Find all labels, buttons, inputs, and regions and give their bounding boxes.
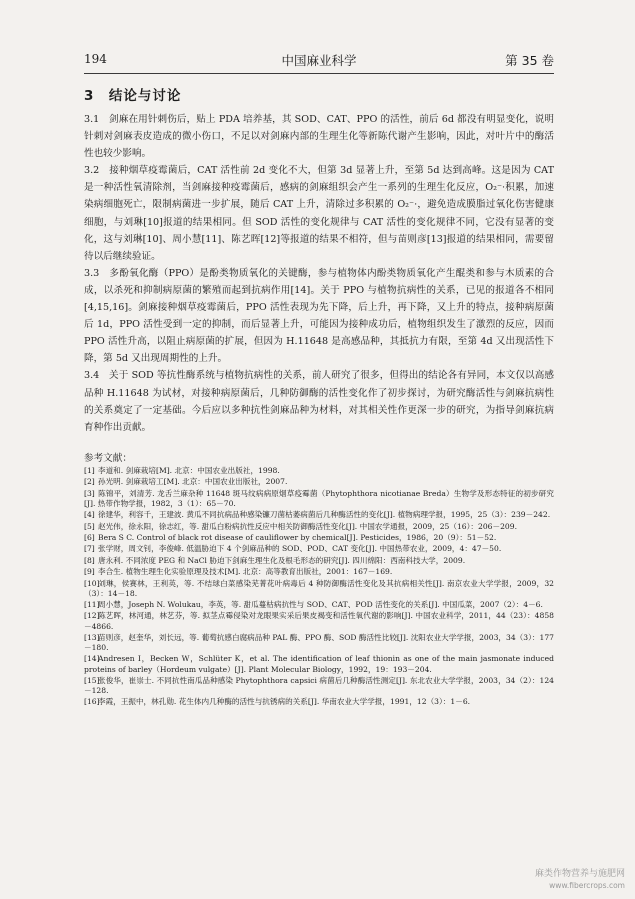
reference-item (84, 544, 554, 554)
reference-item (84, 697, 554, 707)
reference-item (84, 522, 554, 532)
reference-item (84, 676, 554, 696)
reference-number: [6] (84, 533, 95, 543)
paragraph-3-1: 3.1 剑麻在用针刺伤后，贴上 PDA 培养基，其 SOD、CAT、PPO 的活性，前后 6d 都没有明显变化，说明针刺对剑麻表皮造成的微小伤口，不足以对剑麻内部的生理生化等新陈代谢产生影响，因此，对叶片中的酶活性也较少影响。 (84, 114, 554, 160)
reference-number: [16] (84, 697, 100, 707)
reference-number: [1] (84, 466, 95, 475)
reference-text: 张学财，周文钊，李俊峰. 低温胁迫下 4 个剑麻品种的 SOD、POD、CAT 变化[J]. 中国热带农业，2009，4：47－50. (98, 544, 502, 554)
reference-number: [3] (84, 488, 95, 498)
reference-text: 唐永利. 不同浓度 PEG 和 NaCl 胁迫下剑麻生理生化及根毛形态的研究[J]. 四川绵阳：西南科技大学，2009. (98, 555, 466, 565)
watermark-title: 麻类作物营养与施肥网 (534, 869, 625, 879)
reference-number: [7] (84, 544, 95, 554)
paragraph-3-4: 3.4 关于 SOD 等抗性酶系统与植物抗病性的关系，前人研究了很多，但得出的结论各有异同，本文仅以高感品种 H.11648 为试材，对接种病原菌后，几种防御酶的活性变化作了初步探讨，为研究酶活性与剑麻抗病性的关系奠定了一定基础。今后应以多种抗性剑麻品种为材料，对其相关性作更深一步的研究，为指导剑麻抗病育种作出贡献。 (84, 370, 554, 433)
reference-text: 赵光伟，徐永阳，徐志红，等. 甜瓜白粉病抗性反应中相关防御酶活性变化[J]. 中国农学通报，2009，25（16）：206－209. (98, 521, 517, 531)
site-watermark (535, 869, 625, 891)
reference-number: [10] (84, 578, 100, 588)
reference-number: [8] (84, 555, 95, 565)
reference-list (84, 466, 554, 709)
reference-number: [15] (84, 675, 100, 685)
reference-item (84, 567, 554, 577)
reference-item (84, 466, 554, 476)
reference-text: 陈艺晖，林河通，林艺芬，等. 拟茎点霉侵染对龙眼果实采后果皮褐变和活性氧代谢的影响[J]. 中国农业科学，2011，44（23）：4858－4866. (84, 611, 554, 631)
paragraph-3-3: 3.3 多酚氧化酶（PPO）是酚类物质氧化的关键酶，参与植物体内酚类物质氧化产生醌类和参与木质素的合成，以杀死和抑制病原菌的繁殖而起到抗病作用[14]。关于 PPO 与植物抗病性的关系，已见的报道各不相同[4,15,16]。剑麻接种烟草疫霉菌后，PPO 活性表现为先下降，后上升，再下降，又上升的特点，接种病原菌后 1d，PPO 活性受到一定的抑制，而后显著上升，可能因为接种成功后，植物组织发生了激烈的反应，因而 PPO 活性升高，以阻止病原菌的扩展，但因为 H.11648 是高感品种，其抵抗力有限，至第 4d 又出现活性下降，第 5d 又出现周期性的上升。 (84, 267, 554, 365)
header-rule (84, 73, 554, 74)
reference-number: [5] (84, 521, 95, 531)
paragraph-3-2: 3.2 接种烟草疫霉菌后，CAT 活性前 2d 变化不大，但第 3d 显著上升，至第 5d 达到高峰。这是因为 CAT 是一种活性氧清除剂，当剑麻接种疫霉菌后，感病的剑麻组织会产生一系列的生理生化反应，O₂⁻·积累，加速染病细胞死亡，限制病菌进一步扩展，随后 CAT 上升，清除过多积累的 O₂⁻·，避免造成膜脂过氧化伤害健康细胞，与刘琳[10]报道的结果相同。但 SOD 活性的变化规律与 CAT 活性的变化规律不同，它没有显著的变化，这与刘琳[10]、周小慧[11]、陈艺晖[12]等报道的结果不相符，但与苗则彦[13]报道的结果相同，需要留待以后继续验证。 (84, 165, 554, 262)
reference-text: 刘琳，侯赛林，王利英，等. 不结球白菜感染芜菁花叶病毒后 4 种防御酶活性变化及其抗病相关性[J]. 南京农业大学学报，2009，32（3）：14－18. (84, 578, 554, 598)
reference-text: 苗则彦，赵奎华，刘长远，等. 葡萄抗感白腐病品种 PAL 酶、PPO 酶、SOD 酶活性比较[J]. 沈阳农业大学学报，2003，34（3）：177－180. (84, 632, 554, 653)
reference-item (84, 489, 554, 509)
reference-text: Bera S C. Control of black rot disease of cauliflower by chemical[J]. Pesticides，1986，20（9）：51－52. (98, 533, 497, 543)
running-header (84, 50, 554, 70)
volume-label: 第 35 卷 (505, 53, 554, 68)
reference-text: 徐建华，利容千，王建波. 黄瓜不同抗病品种感染镰刀菌枯萎病菌后几种酶活性的变化[J]. 植物病理学报，1995，25（3）：239－242. (98, 510, 551, 520)
page-number: 194 (84, 52, 107, 66)
body-text (84, 111, 554, 436)
reference-text: 周小慧，Joseph N. Wolukau，李英，等. 甜瓜蔓枯病抗性与 SOD、CAT、POD 活性变化的关系[J]. 中国瓜菜，2007（2）：4－6. (98, 600, 543, 610)
references-heading: 参考文献： (84, 453, 132, 464)
reference-text: 陈锦平，刘清芳. 龙舌兰麻杂种 11648 斑马纹病病原烟草疫霉菌（Phytophthora nicotianae Breda）生物学及形态特征的初步研究[J]. 热带作物学报，1982，3（1）：65－70. (84, 488, 554, 508)
reference-number: [2] (84, 477, 95, 487)
reference-item (84, 600, 554, 610)
reference-item (84, 633, 554, 653)
reference-text: 李合生. 植物生理生化实验原理及技术[M]. 北京：高等教育出版社，2001：167－169. (98, 567, 393, 577)
reference-text: Andresen I，Becken W，Schlüter K，et al. The identification of leaf thionin as one of the main jasmonate induced proteins of barley（Hordeum vulgate）[J]. Plant Molecular Biology，1992，19：193－204. (84, 654, 554, 674)
reference-number: [9] (84, 567, 95, 577)
journal-title: 中国麻业科学 (281, 53, 357, 68)
reference-number: [4] (84, 510, 95, 520)
reference-number: [11] (84, 600, 100, 610)
reference-item (84, 477, 554, 487)
reference-number: [14] (84, 654, 100, 664)
reference-item (84, 510, 554, 520)
reference-number: [12] (84, 611, 100, 621)
reference-item (84, 654, 554, 674)
reference-item (84, 556, 554, 566)
reference-text: 张俊华，崔崇士. 不同抗性南瓜品种感染 Phytophthora capsici 病菌后几种酶活性测定[J]. 东北农业大学学报，2003，34（2）：124－128. (84, 675, 554, 696)
reference-text: 李霞，王振中，林孔勋. 花生体内几种酶的活性与抗锈病的关系[J]. 华南农业大学学报，1991，12（3）：1－6. (98, 697, 471, 707)
reference-item (84, 579, 554, 599)
watermark-url: www.fibercrops.com (549, 881, 625, 890)
reference-item (84, 533, 554, 543)
reference-text: 李道和. 剑麻栽培[M]. 北京：中国农业出版社，1998. (98, 466, 280, 475)
reference-item (84, 611, 554, 631)
reference-text: 孙光明. 剑麻栽培工[M]. 北京：中国农业出版社，2007. (98, 477, 288, 487)
section-heading: 3 结论与讨论 (84, 88, 182, 104)
reference-number: [13] (84, 632, 100, 642)
